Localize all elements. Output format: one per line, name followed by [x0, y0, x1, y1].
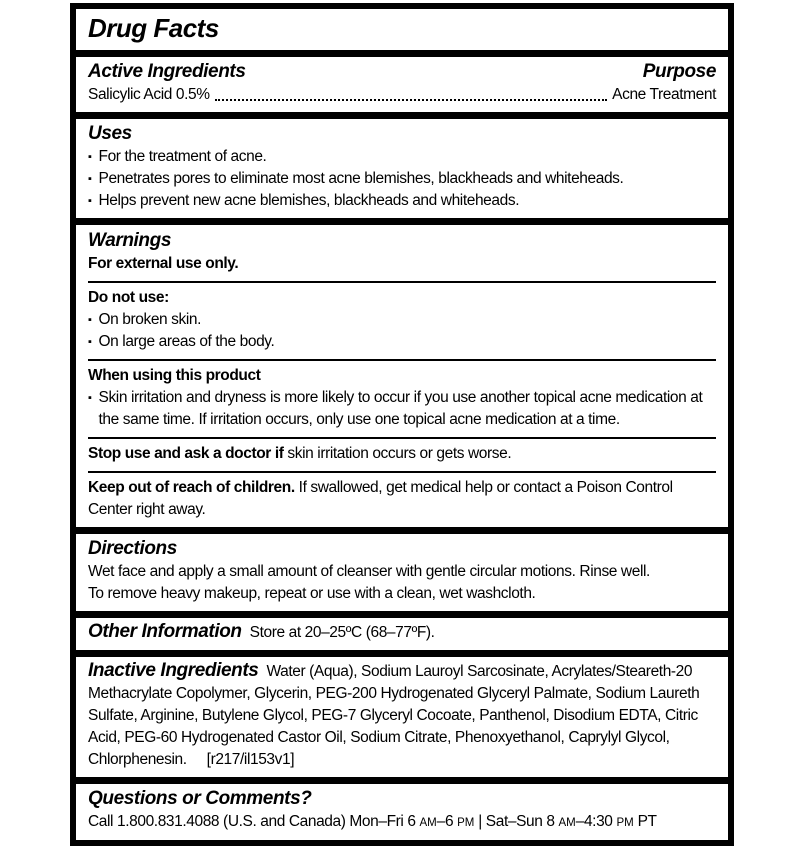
contact-pm-1: PM [457, 817, 475, 829]
external-use-text: For external use only. [88, 255, 239, 272]
contact-text: PT [633, 813, 657, 830]
keep-out-subsection [88, 471, 716, 527]
when-using-bullet-text [99, 387, 717, 431]
inactive-line-2: Methacrylate Copolymer, Glycerin, PEG-200 Hydrogenated Glyceryl Palmate, Sodium Laureth [88, 685, 700, 702]
purpose-heading: Purpose [642, 61, 716, 82]
when-using-subsection [88, 359, 716, 437]
keep-out-line-2: Center right away. [88, 501, 206, 518]
active-ingredients-header-row [88, 60, 716, 84]
inactive-line-5 [88, 749, 716, 771]
contact-phone-line [88, 811, 716, 834]
contact-text: –6 [436, 813, 458, 830]
stop-use-subsection [88, 437, 716, 471]
ingredient-name: Salicylic Acid 0.5% [88, 86, 210, 103]
keep-out-bold: Keep out of reach of children. [88, 479, 295, 496]
do-not-use-bullet-1-text: On broken skin. [98, 311, 202, 328]
contact-text: Call 1.800.831.4088 (U.S. and Canada) Mon–Fri 6 [88, 813, 420, 830]
warnings-heading: Warnings [88, 230, 172, 251]
inactive-line-3: Sulfate, Arginine, Butylene Glycol, PEG-7 Glyceryl Cocoate, Panthenol, Disodium EDTA, Citric [88, 707, 698, 724]
do-not-use-subsection [88, 281, 716, 359]
do-not-use-bullet-1 [88, 309, 716, 331]
contact-am-1: AM [419, 817, 437, 829]
do-not-use-heading: Do not use: [88, 289, 169, 306]
uses-bullet-3 [88, 190, 716, 212]
uses-bullet-2 [88, 168, 716, 190]
warnings-section [76, 225, 728, 527]
directions-line-1: Wet face and apply a small amount of cleanser with gentle circular motions. Rinse well. [88, 563, 650, 580]
inactive-line-1-text: Water (Aqua), Sodium Lauroyl Sarcosinate, Acrylates/Steareth-20 [266, 663, 693, 680]
drug-facts-title: Drug Facts [88, 13, 219, 43]
inactive-ingredients-heading: Inactive Ingredients [88, 660, 259, 681]
drug-facts-label [70, 3, 734, 846]
stop-use-rest: skin irritation occurs or gets worse. [283, 445, 512, 462]
ingredient-purpose: Acne Treatment [612, 86, 716, 103]
inactive-line-1 [88, 660, 716, 683]
when-using-bullet [88, 387, 716, 431]
dotted-leader [215, 90, 608, 101]
bullet-icon: ▪ [88, 151, 92, 163]
formula-code: [r217/il153v1] [206, 751, 295, 768]
stop-use-bold: Stop use and ask a doctor if [88, 445, 284, 462]
do-not-use-bullet-2-text: On large areas of the body. [98, 333, 275, 350]
ingredient-row [88, 84, 716, 106]
contact-text: | Sat–Sun 8 [474, 813, 559, 830]
uses-heading: Uses [88, 123, 132, 144]
directions-line-2: To remove heavy makeup, repeat or use with a clean, wet washcloth. [88, 585, 536, 602]
bullet-icon: ▪ [88, 173, 92, 185]
contact-am-2: AM [558, 817, 576, 829]
directions-section [76, 534, 728, 611]
contact-text: –4:30 [575, 813, 617, 830]
other-information-text: Store at 20–25ºC (68–77ºF). [249, 624, 435, 641]
keep-out-line-1 [88, 477, 716, 499]
inactive-ingredients-section [76, 657, 728, 777]
uses-bullet-1-text: For the treatment of acne. [98, 148, 267, 165]
bullet-icon: ▪ [88, 392, 92, 404]
inactive-line-4: Acid, PEG-60 Hydrogenated Castor Oil, Sodium Citrate, Phenoxyethanol, Caprylyl Glycol, [88, 729, 670, 746]
keep-out-line-1-rest: If swallowed, get medical help or contact a Poison Control [294, 479, 673, 496]
when-using-heading: When using this product [88, 367, 261, 384]
inactive-line-5-text: Chlorphenesin. [88, 751, 187, 768]
bullet-icon: ▪ [88, 195, 92, 207]
warnings-general [88, 225, 716, 281]
do-not-use-bullet-2 [88, 331, 716, 353]
active-ingredients-section [76, 57, 728, 112]
uses-section [76, 119, 728, 218]
active-ingredients-heading: Active Ingredients [88, 61, 246, 82]
other-information-section [76, 618, 728, 650]
when-using-line-2: at the same time. If irritation occurs, only use one topical acne medication at a time. [98, 389, 703, 428]
bullet-icon: ▪ [88, 314, 92, 326]
directions-heading: Directions [88, 538, 177, 559]
title-section [76, 9, 728, 50]
contact-pm-2: PM [616, 817, 634, 829]
bullet-icon: ▪ [88, 336, 92, 348]
uses-bullet-2-text: Penetrates pores to eliminate most acne blemishes, blackheads and whiteheads. [98, 170, 624, 187]
uses-bullet-3-text: Helps prevent new acne blemishes, blackheads and whiteheads. [98, 192, 520, 209]
uses-bullet-1 [88, 146, 716, 168]
contact-section [76, 784, 728, 840]
contact-heading: Questions or Comments? [88, 788, 312, 809]
when-using-line-1: Skin irritation and dryness is more likely to occur if you use another topical acne medication [98, 389, 687, 406]
other-information-heading: Other Information [88, 621, 242, 642]
